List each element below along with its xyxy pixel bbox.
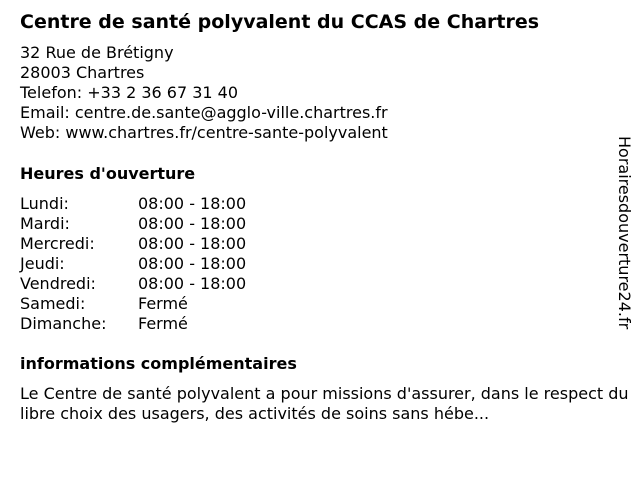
- hours-row-wednesday: [20, 234, 280, 254]
- day-label: Dimanche:: [20, 314, 107, 333]
- day-label: Mardi:: [20, 214, 70, 233]
- hours-row-thursday: [20, 254, 280, 274]
- day-hours: 08:00 - 18:00: [138, 214, 247, 233]
- website-line[interactable]: Web: www.chartres.fr/centre-sante-polyvalent: [20, 123, 388, 142]
- additional-info-text: Le Centre de santé polyvalent a pour missions d'assurer, dans le respect du libre choix des usagers, des activités de soins sans hébe...: [20, 384, 629, 423]
- contact-block: [20, 43, 388, 143]
- phone-line[interactable]: Telefon: +33 2 36 67 31 40: [20, 83, 239, 102]
- hours-row-monday: [20, 194, 280, 214]
- day-hours: Fermé: [138, 314, 188, 333]
- opening-hours-heading: Heures d'ouverture: [20, 164, 196, 183]
- day-hours: 08:00 - 18:00: [138, 234, 247, 253]
- email-line[interactable]: Email: centre.de.sante@agglo-ville.chartres.fr: [20, 103, 388, 122]
- hours-row-friday: [20, 274, 280, 294]
- day-hours: 08:00 - 18:00: [138, 274, 247, 293]
- day-label: Vendredi:: [20, 274, 96, 293]
- day-label: Samedi:: [20, 294, 86, 313]
- day-label: Lundi:: [20, 194, 69, 213]
- day-hours: 08:00 - 18:00: [138, 254, 247, 273]
- place-title: Centre de santé polyvalent du CCAS de Chartres: [20, 11, 540, 33]
- day-label: Jeudi:: [20, 254, 65, 273]
- opening-hours-table: [20, 194, 280, 334]
- site-brand-vertical: Horairesdouverture24.fr: [615, 136, 634, 330]
- street-address: 32 Rue de Brétigny: [20, 43, 174, 62]
- hours-row-sunday: [20, 314, 280, 334]
- hours-row-tuesday: [20, 214, 280, 234]
- day-label: Mercredi:: [20, 234, 95, 253]
- additional-info-heading: informations complémentaires: [20, 354, 297, 373]
- hours-row-saturday: [20, 294, 280, 314]
- day-hours: 08:00 - 18:00: [138, 194, 247, 213]
- day-hours: Fermé: [138, 294, 188, 313]
- city-line: 28003 Chartres: [20, 63, 145, 82]
